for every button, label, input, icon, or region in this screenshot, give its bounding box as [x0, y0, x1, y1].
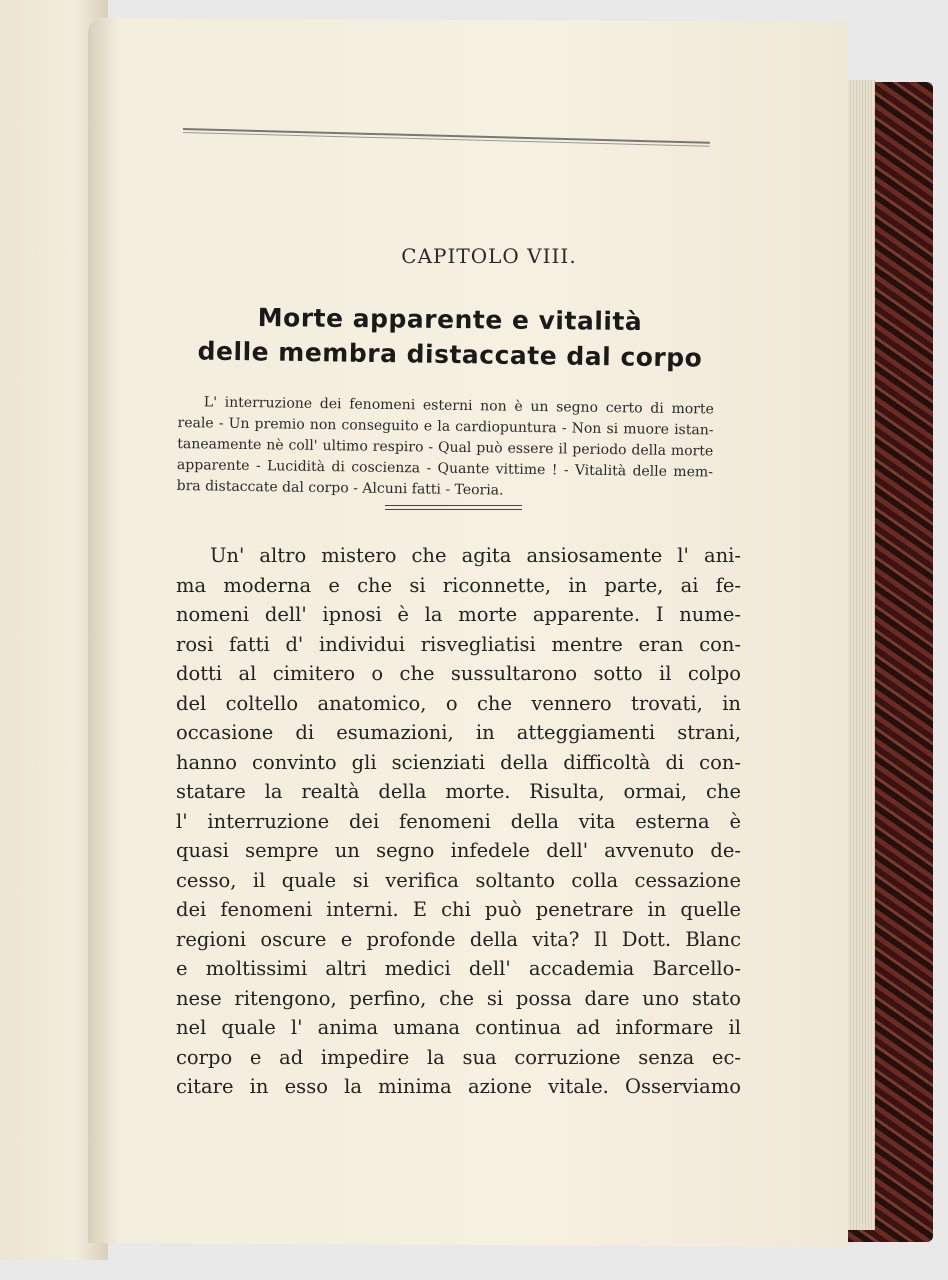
body-line: corpo e ad impedire la sua corruzione senza ec-	[176, 1045, 741, 1069]
body-line: del coltello anatomico, o che vennero trovati, in	[176, 691, 741, 715]
body-line: nese ritengono, perfino, che si possa dare uno stato	[176, 986, 741, 1010]
body-line: hanno convinto gli scienziati della difficoltà di con-	[176, 750, 741, 774]
body-line: e moltissimi altri medici dell' accademia Barcello-	[176, 957, 741, 980]
chapter-summary	[177, 392, 714, 504]
body-line: statare la realtà della morte. Risulta, ormai, che	[176, 780, 741, 803]
chapter-title-line-2: delle membra distaccate dal corpo	[197, 336, 703, 373]
chapter-title-line-1: Morte apparente e vitalità	[257, 302, 643, 337]
summary-line: bra distaccate dal corpo - Alcuni fatti - Teoria.	[176, 477, 504, 499]
body-line: dei fenomeni interni. E chi può penetrare in quelle	[176, 898, 741, 921]
body-line: Un' altro mistero che agita ansiosamente l' ani-	[210, 544, 741, 567]
body-line: ma moderna e che si riconnette, in parte, ai fe-	[176, 573, 741, 597]
summary-line: L' interruzione dei fenomeni esterni non è un segno certo di morte	[203, 394, 714, 418]
body-line: citare in esso la minima azione vitale. Osserviamo	[176, 1075, 741, 1098]
body-line: quasi sempre un segno infedele dell' avvenuto de-	[176, 839, 741, 862]
summary-line: taneamente nè coll' ultimo respiro - Qual può essere il periodo della morte	[177, 435, 714, 460]
summary-line: reale - Un premio non conseguito e la cardiopuntura - Non si muore istan-	[177, 414, 714, 439]
body-line: nel quale l' anima umana continua ad informare il	[176, 1016, 741, 1039]
section-divider	[385, 505, 522, 510]
body-line: rosi fatti d' individui risvegliatisi mentre eran con-	[176, 632, 741, 656]
body-text	[176, 541, 741, 1102]
chapter-heading: CAPITOLO VIII.	[401, 244, 577, 268]
body-line: nomeni dell' ipnosi è la morte apparente. I nume-	[176, 603, 741, 626]
body-line: l' interruzione dei fenomeni della vita esterna è	[176, 809, 741, 833]
body-line: dotti al cimitero o che sussultarono sotto il colpo	[176, 662, 741, 685]
summary-line: apparente - Lucidità di coscienza - Quante vittime ! - Vitalità delle mem-	[176, 456, 714, 481]
body-line: occasione di esumazioni, in atteggiamenti strani,	[176, 721, 741, 744]
body-line: regioni oscure e profonde della vita? Il Dott. Blanc	[176, 927, 741, 951]
body-line: cesso, il quale si verifica soltanto colla cessazione	[176, 868, 741, 892]
